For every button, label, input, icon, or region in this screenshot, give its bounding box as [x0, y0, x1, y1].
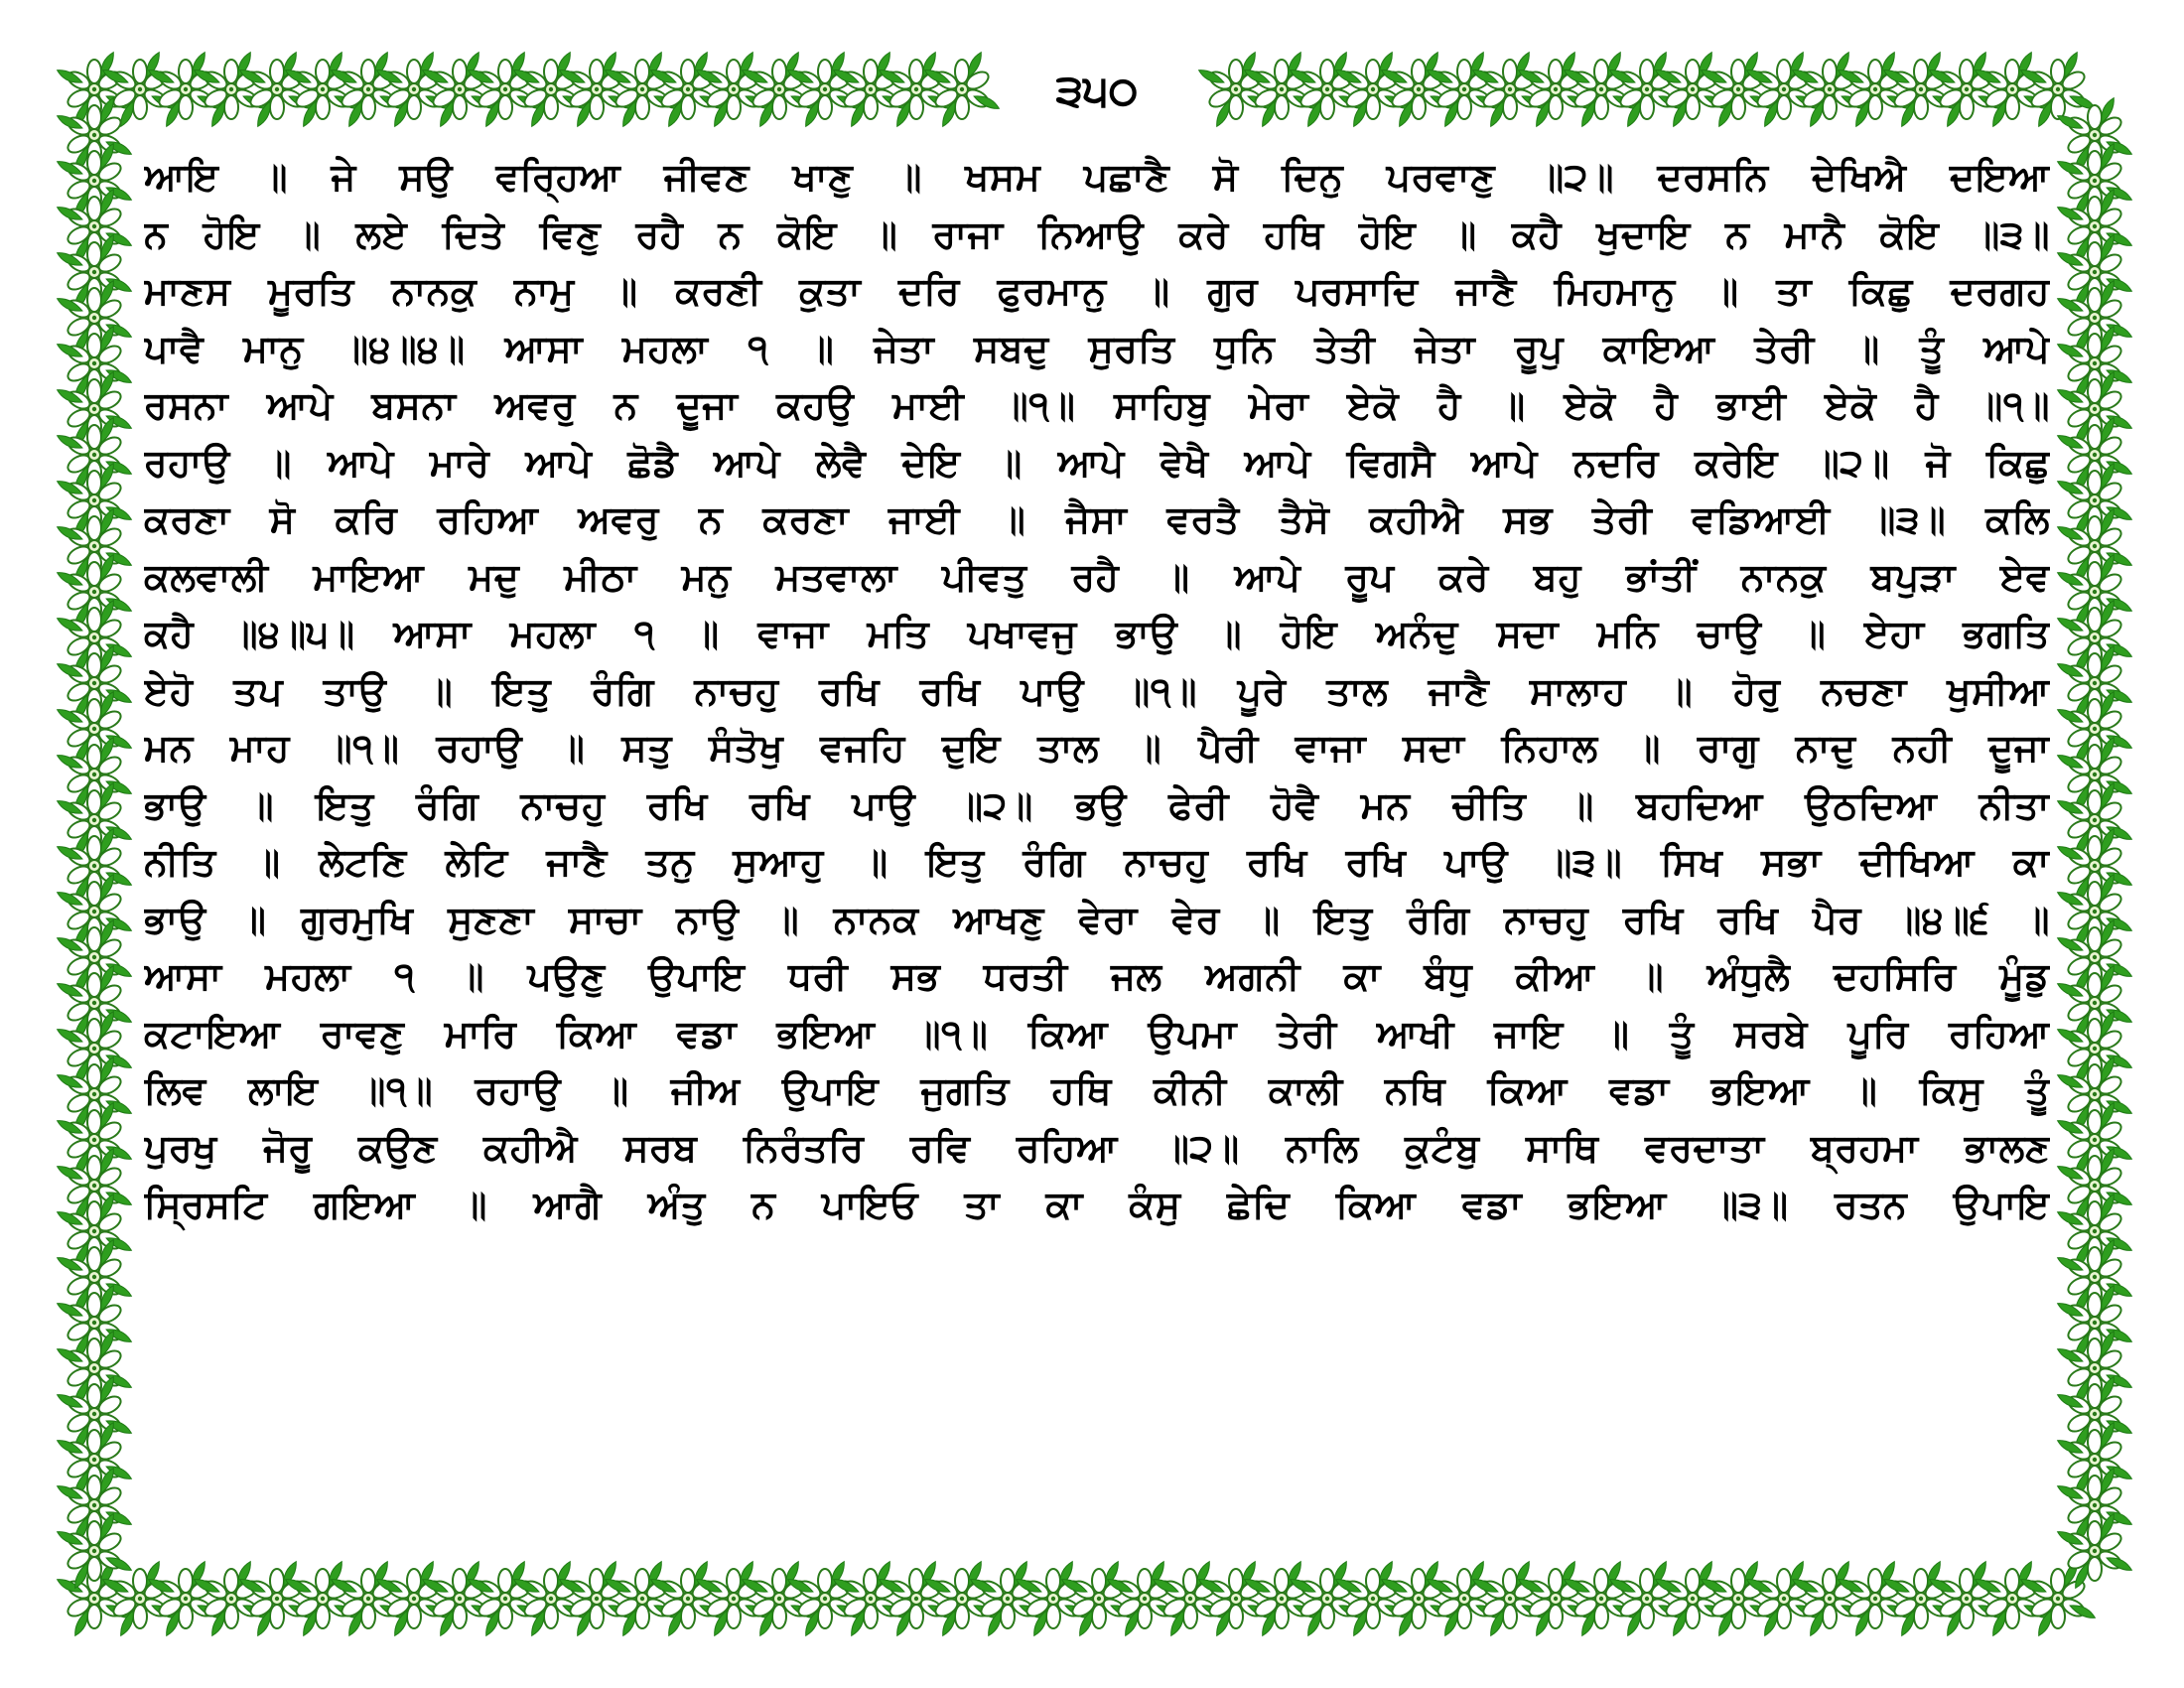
scripture-line: ਕਟਾਇਆ ਰਾਵਣੁ ਮਾਰਿ ਕਿਆ ਵਡਾ ਭਇਆ ॥੧॥ ਕਿਆ ਉਪਮਾ ਤੇਰੀ ਆਖੀ ਜਾਇ ॥ ਤੂੰ ਸਰਬੇ ਪੂਰਿ ਰਹਿਆ: [144, 1011, 2050, 1055]
scripture-line: ਪੁਰਖੁ ਜੋਰੂ ਕਉਣ ਕਹੀਐ ਸਰਬ ਨਿਰੰਤਰਿ ਰਵਿ ਰਹਿਆ ॥੨॥ ਨਾਲਿ ਕੁਟੰਬੁ ਸਾਥਿ ਵਰਦਾਤਾ ਬ੍ਰਹਮਾ ਭਾਲਣ: [144, 1125, 2050, 1170]
scripture-line: ਕਰਣਾ ਸੋ ਕਰਿ ਰਹਿਆ ਅਵਰੁ ਨ ਕਰਣਾ ਜਾਈ ॥ ਜੈਸਾ ਵਰਤੈ ਤੈਸੋ ਕਹੀਐ ਸਭ ਤੇਰੀ ਵਡਿਆਈ ॥੩॥ ਕਲਿ: [144, 497, 2050, 541]
scripture-line: ਆਇ ॥ ਜੇ ਸਉ ਵਰ੍ਹਿਆ ਜੀਵਣ ਖਾਣੁ ॥ ਖਸਮ ਪਛਾਣੈ ਸੋ ਦਿਨੁ ਪਰਵਾਣੁ ॥੨॥ ਦਰਸਨਿ ਦੇਖਿਐ ਦਇਆ: [144, 155, 2050, 199]
scripture-line: ਭਾਉ ॥ ਇਤੁ ਰੰਗਿ ਨਾਚਹੁ ਰਖਿ ਰਖਿ ਪਾਉ ॥੨॥ ਭਉ ਫੇਰੀ ਹੋਵੈ ਮਨ ਚੀਤਿ ॥ ਬਹਦਿਆ ਉਠਦਿਆ ਨੀਤਾ: [144, 782, 2050, 827]
scripture-line: ਮਨ ਮਾਹ ॥੧॥ ਰਹਾਉ ॥ ਸਤੁ ਸੰਤੋਖੁ ਵਜਹਿ ਦੁਇ ਤਾਲ ॥ ਪੈਰੀ ਵਾਜਾ ਸਦਾ ਨਿਹਾਲ ॥ ਰਾਗੁ ਨਾਦੁ ਨਹੀ ਦੂਜਾ: [144, 726, 2050, 770]
scripture-line: ਏਹੋ ਤਪ ਤਾਉ ॥ ਇਤੁ ਰੰਗਿ ਨਾਚਹੁ ਰਖਿ ਰਖਿ ਪਾਉ ॥੧॥ ਪੂਰੇ ਤਾਲ ਜਾਣੈ ਸਾਲਾਹ ॥ ਹੋਰੁ ਨਚਣਾ ਖੁਸੀਆ: [144, 668, 2050, 713]
scripture-line: ਰਹਾਉ ॥ ਆਪੇ ਮਾਰੇ ਆਪੇ ਛੋਡੈ ਆਪੇ ਲੇਵੈ ਦੇਇ ॥ ਆਪੇ ਵੇਖੈ ਆਪੇ ਵਿਗਸੈ ਆਪੇ ਨਦਰਿ ਕਰੇਇ ॥੨॥ ਜੋ ਕਿਛੁ: [144, 440, 2050, 485]
scripture-line: ਕਲਵਾਲੀ ਮਾਇਆ ਮਦੁ ਮੀਠਾ ਮਨੁ ਮਤਵਾਲਾ ਪੀਵਤੁ ਰਹੈ ॥ ਆਪੇ ਰੂਪ ਕਰੇ ਬਹੁ ਭਾਂਤੀਂ ਨਾਨਕੁ ਬਪੁੜਾ ਏਵ: [144, 554, 2050, 599]
scripture-line: ਪਾਵੈ ਮਾਨੁ ॥੪॥੪॥ ਆਸਾ ਮਹਲਾ ੧ ॥ ਜੇਤਾ ਸਬਦੁ ਸੁਰਤਿ ਧੁਨਿ ਤੇਤੀ ਜੇਤਾ ਰੂਪੁ ਕਾਇਆ ਤੇਰੀ ॥ ਤੂੰ ਆਪੇ: [144, 326, 2050, 370]
scripture-line: ਨ ਹੋਇ ॥ ਲਏ ਦਿਤੇ ਵਿਣੁ ਰਹੈ ਨ ਕੋਇ ॥ ਰਾਜਾ ਨਿਆਉ ਕਰੇ ਹਥਿ ਹੋਇ ॥ ਕਹੈ ਖੁਦਾਇ ਨ ਮਾਨੈ ਕੋਇ ॥੩॥: [144, 211, 2050, 256]
scripture-line: ਸ੍ਰਿਸਟਿ ਗਇਆ ॥ ਆਗੈ ਅੰਤੁ ਨ ਪਾਇਓ ਤਾ ਕਾ ਕੰਸੁ ਛੇਦਿ ਕਿਆ ਵਡਾ ਭਇਆ ॥੩॥ ਰਤਨ ਉਪਾਇ: [144, 1183, 2050, 1226]
scripture-line: ਭਾਉ ॥ ਗੁਰਮੁਖਿ ਸੁਣਣਾ ਸਾਚਾ ਨਾਉ ॥ ਨਾਨਕ ਆਖਣੁ ਵੇਰਾ ਵੇਰ ॥ ਇਤੁ ਰੰਗਿ ਨਾਚਹੁ ਰਖਿ ਰਖਿ ਪੈਰ ॥੪॥੬ ॥: [144, 897, 2050, 941]
scripture-text: [144, 149, 2050, 1539]
scripture-line: ਮਾਣਸ ਮੂਰਤਿ ਨਾਨਕੁ ਨਾਮੁ ॥ ਕਰਣੀ ਕੁਤਾ ਦਰਿ ਫੁਰਮਾਨੁ ॥ ਗੁਰ ਪਰਸਾਦਿ ਜਾਣੈ ਮਿਹਮਾਨੁ ॥ ਤਾ ਕਿਛੁ ਦਰਗਹ: [144, 269, 2050, 313]
scripture-line: ਰਸਨਾ ਆਪੇ ਬਸਨਾ ਅਵਰੁ ਨ ਦੂਜਾ ਕਹਉ ਮਾਈ ॥੧॥ ਸਾਹਿਬੁ ਮੇਰਾ ਏਕੋ ਹੈ ॥ ਏਕੋ ਹੈ ਭਾਈ ਏਕੋ ਹੈ ॥੧॥: [144, 383, 2050, 427]
scripture-line: ਆਸਾ ਮਹਲਾ ੧ ॥ ਪਉਣੁ ਉਪਾਇ ਧਰੀ ਸਭ ਧਰਤੀ ਜਲ ਅਗਨੀ ਕਾ ਬੰਧੁ ਕੀਆ ॥ ਅੰਧੁਲੈ ਦਹਸਿਰਿ ਮੂੰਡੁ: [144, 954, 2050, 998]
scripture-line: ਲਿਵ ਲਾਇ ॥੧॥ ਰਹਾਉ ॥ ਜੀਅ ਉਪਾਇ ਜੁਗਤਿ ਹਥਿ ਕੀਨੀ ਕਾਲੀ ਨਥਿ ਕਿਆ ਵਡਾ ਭਇਆ ॥ ਕਿਸੁ ਤੂੰ: [144, 1068, 2050, 1112]
page-number: ੩੫੦: [1032, 62, 1161, 121]
scripture-line: ਨੀਤਿ ॥ ਲੇਟਣਿ ਲੇਟਿ ਜਾਣੈ ਤਨੁ ਸੁਆਹੁ ॥ ਇਤੁ ਰੰਗਿ ਨਾਚਹੁ ਰਖਿ ਰਖਿ ਪਾਉ ॥੩॥ ਸਿਖ ਸਭਾ ਦੀਖਿਆ ਕਾ: [144, 840, 2050, 884]
scripture-line: ਕਹੈ ॥੪॥੫॥ ਆਸਾ ਮਹਲਾ ੧ ॥ ਵਾਜਾ ਮਤਿ ਪਖਾਵਜੁ ਭਾਉ ॥ ਹੋਇ ਅਨੰਦੁ ਸਦਾ ਮਨਿ ਚਾਉ ॥ ਏਹਾ ਭਗਤਿ: [144, 612, 2050, 655]
